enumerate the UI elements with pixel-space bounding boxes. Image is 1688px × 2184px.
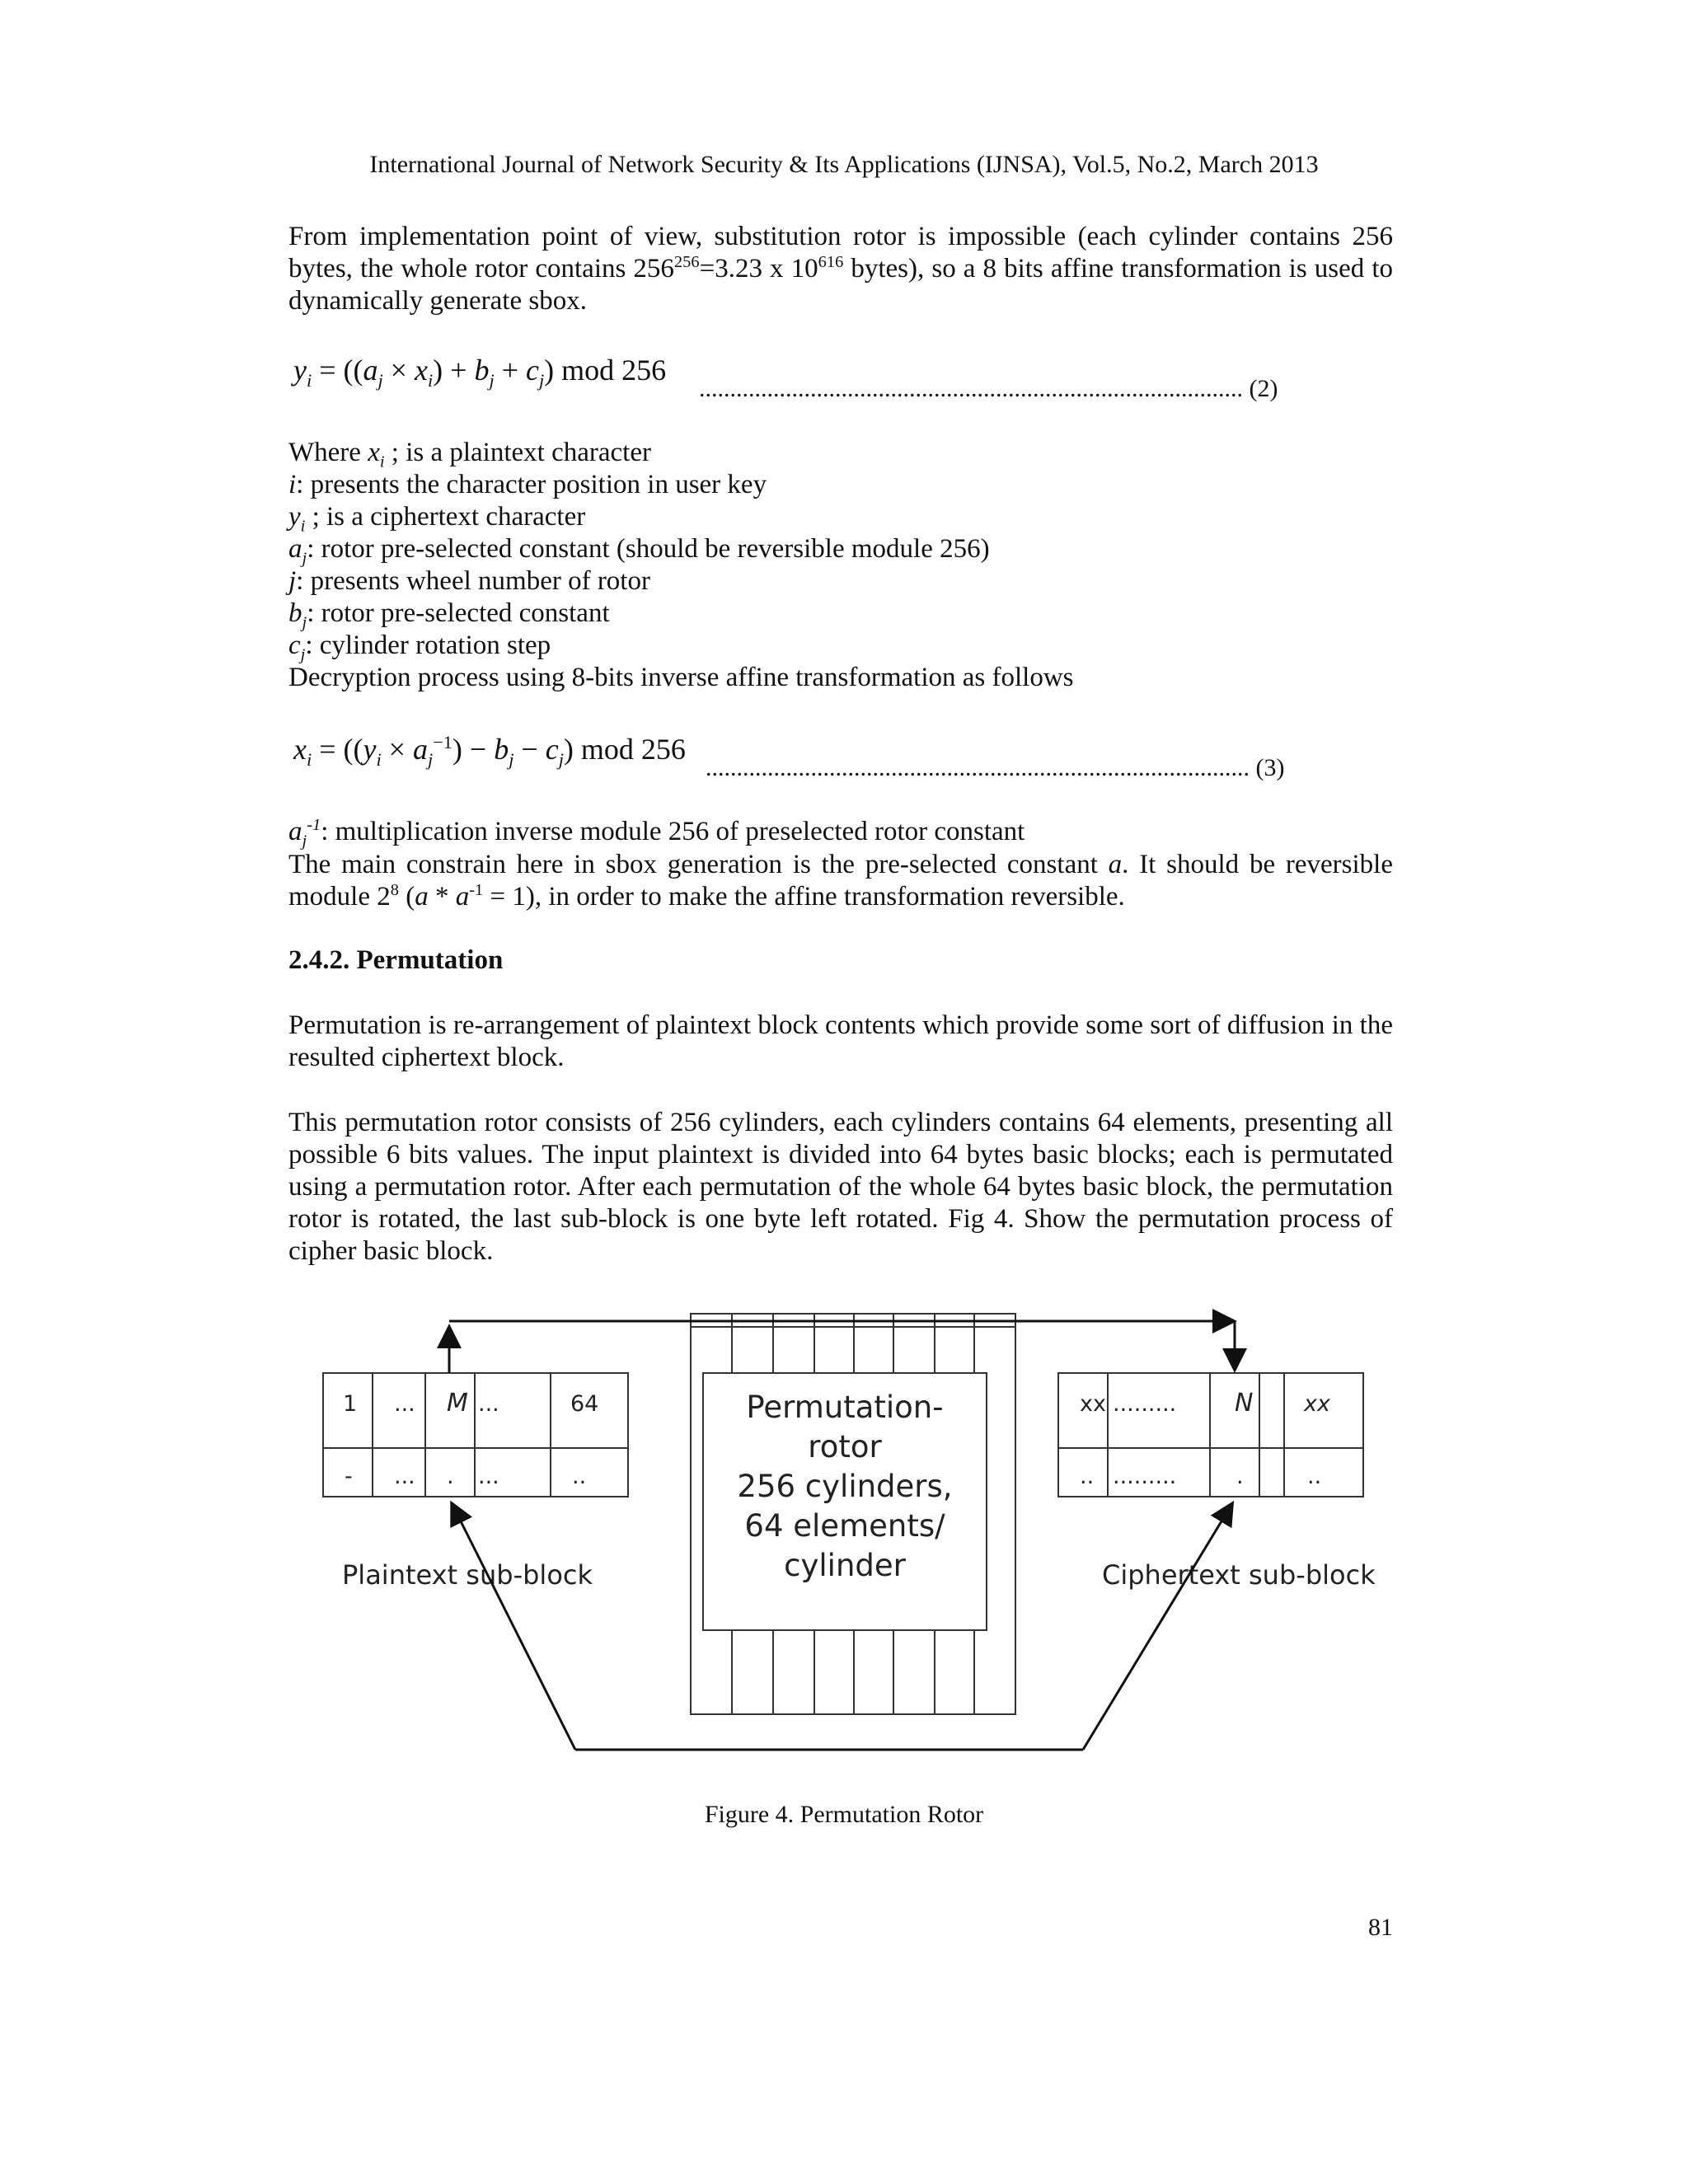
eq3-a-sup: −1: [433, 732, 452, 752]
eq2-p2: ) +: [433, 354, 475, 387]
permutation-paragraph-2: This permutation rotor consists of 256 cylinders, each cylinders contains 64 elements, presenting all possible 6 bits values. The input plaintext is divided into 64 bytes basic blocks; each is permutated using a permutation rotor. After each permutation of the whole 64 bytes basic block, the permutation rotor is rotated, the last sub-block is one byte left rotated. Fig 4. Show the permutation process of cipher basic block.: [288, 1108, 1393, 1266]
eq2-lhs-sub: i: [306, 370, 312, 391]
cipher-cell: xx: [1080, 1391, 1106, 1417]
cipher-cell: xx: [1304, 1391, 1330, 1417]
eq3-mod: mod 256: [580, 733, 686, 766]
plain-cell: ..: [572, 1464, 587, 1489]
eq2-c: c: [525, 354, 539, 387]
constrain-t5: = 1), in order to make the affine transformation reversible.: [483, 882, 1125, 912]
eq2-x: x: [414, 354, 428, 387]
eq2-p1: = ((: [312, 354, 363, 387]
ciphertext-label: Ciphertext sub-block: [1102, 1559, 1376, 1591]
eq2-c-sub: j: [538, 370, 545, 391]
running-header: International Journal of Network Security & Its Applications (IJNSA), Vol.5, No.2, March 2013: [369, 151, 1319, 178]
def-symbol: y: [288, 502, 301, 532]
cipher-cell-n: N: [1235, 1389, 1254, 1418]
cipher-cell: ..: [1080, 1464, 1095, 1489]
cipher-cell: .........: [1113, 1464, 1177, 1489]
plain-cell: -: [345, 1464, 353, 1489]
def-sub: i: [379, 452, 385, 471]
rotor-label-line: cylinder: [784, 1548, 906, 1583]
eq2-b-sub: j: [489, 370, 495, 391]
eq3-b: b: [494, 733, 509, 766]
eq3-dots: ........................................................................................: [706, 754, 1250, 781]
eq2-dots: ........................................................................................: [699, 375, 1243, 402]
eq2-lhs: y: [293, 354, 307, 387]
inv-symbol: a: [288, 817, 302, 846]
section-heading: 2.4.2. Permutation: [288, 945, 504, 975]
eq3-b-sub: j: [509, 749, 514, 771]
inv-sup: -1: [307, 816, 321, 834]
def-symbol: x: [368, 438, 380, 467]
def-text: : presents wheel number of rotor: [296, 566, 650, 596]
constrain-t3: (: [398, 882, 415, 912]
eq3-y: y: [363, 733, 377, 766]
eq3-times: ×: [381, 733, 413, 766]
plain-cell: ...: [478, 1464, 499, 1489]
eq3-a: a: [412, 733, 428, 766]
def-sub: j: [302, 549, 307, 568]
intro-sup-2: 616: [818, 253, 844, 271]
equation-2-number: (2): [1249, 375, 1278, 402]
constrain-sup2: -1: [469, 881, 484, 899]
def-symbol: i: [288, 470, 297, 499]
def-symbol: c: [288, 630, 301, 660]
eq3-c-sub: j: [558, 749, 564, 771]
arrow-back-to-plaintext: [452, 1505, 575, 1750]
eq2-x-sub: i: [427, 370, 434, 391]
def-text: : presents the character position in user key: [296, 470, 767, 499]
eq2-plus: +: [494, 354, 526, 387]
def-symbol: a: [288, 534, 302, 564]
cipher-cell: ..: [1307, 1464, 1322, 1489]
plain-cell: 64: [570, 1391, 599, 1417]
def-sub: i: [300, 517, 306, 536]
figure-caption: Figure 4. Permutation Rotor: [704, 1801, 984, 1828]
plain-cell: .: [447, 1464, 454, 1489]
plain-cell: ...: [394, 1391, 415, 1417]
eq2-a-sub: j: [377, 370, 383, 391]
plain-cell: ...: [478, 1391, 499, 1417]
def-sub: j: [302, 613, 307, 632]
eq2-times: ×: [382, 354, 415, 387]
rotor-label-line: Permutation-: [746, 1390, 944, 1425]
constrain-a: a: [1108, 850, 1123, 879]
eq2-b: b: [474, 354, 490, 387]
cipher-cell: .........: [1113, 1391, 1177, 1417]
arrow-up-to-cipher: [1083, 1505, 1231, 1750]
def-sub: j: [300, 645, 306, 664]
rotor-label-line: 64 elements/: [744, 1508, 945, 1544]
eq3-p1: = ((: [312, 733, 363, 766]
eq2-mod: mod 256: [561, 354, 667, 387]
eq3-lhs-sub: i: [306, 749, 312, 771]
plain-cell: 1: [343, 1391, 358, 1417]
eq3-y-sub: i: [376, 749, 382, 771]
plain-cell-m: M: [447, 1389, 468, 1418]
inv-text: : multiplication inverse module 256 of preselected rotor constant: [321, 817, 1025, 846]
def-symbol: j: [288, 566, 297, 596]
eq3-minus: −: [513, 733, 546, 766]
eq3-lhs: x: [293, 733, 307, 766]
inv-sub: j: [302, 832, 307, 851]
plaintext-label: Plaintext sub-block: [342, 1559, 593, 1591]
def-prefix: Where: [288, 438, 368, 467]
rotor-label-line: rotor: [808, 1429, 882, 1465]
eq3-a-sub: j: [427, 749, 434, 771]
def-text: ; is a ciphertext character: [305, 502, 586, 532]
def-text: : rotor pre-selected constant (should be reversible module 256): [307, 534, 990, 564]
intro-text-1: From implementation point of view, substitution rotor is impossible (each cylinder contains 256 bytes, the whole rotor contains 256: [288, 222, 1393, 284]
intro-sup-1: 256: [673, 253, 700, 271]
rotor-label-line: 256 cylinders,: [737, 1469, 953, 1504]
def-text: : rotor pre-selected constant: [307, 598, 610, 628]
eq3-p2: ) −: [452, 733, 495, 766]
eq3-p3: ): [563, 733, 581, 766]
plain-cell: ...: [394, 1464, 415, 1489]
def-symbol: b: [288, 598, 302, 628]
intro-text-2: =3.23 x 10: [699, 254, 818, 284]
def-text: ; is a plaintext character: [384, 438, 651, 467]
decryption-line: Decryption process using 8-bits inverse affine transformation as follows: [288, 663, 1074, 692]
constrain-t2: . It should be reversible module 2: [288, 850, 1393, 912]
constrain-sup: 8: [390, 881, 399, 899]
intro-text-3: bytes), so a 8 bits affine transformation is used to dynamically generate sbox.: [288, 254, 1393, 316]
constrain-t4: *: [428, 882, 456, 912]
eq3-c: c: [545, 733, 559, 766]
cipher-cell: .: [1236, 1464, 1244, 1489]
permutation-paragraph-1: Permutation is re-arrangement of plaintext block contents which provide some sort of diffusion in the resulted ciphertext block.: [288, 1010, 1393, 1072]
eq2-p3: ): [544, 354, 562, 387]
page-number: 81: [1368, 1914, 1393, 1941]
constrain-a3: a: [455, 882, 470, 912]
def-text: : cylinder rotation step: [305, 630, 551, 660]
constrain-t1: The main constrain here in sbox generation is the pre-selected constant: [288, 850, 1109, 879]
eq2-a: a: [363, 354, 378, 387]
constrain-a2: a: [415, 882, 429, 912]
equation-3-number: (3): [1255, 754, 1285, 781]
